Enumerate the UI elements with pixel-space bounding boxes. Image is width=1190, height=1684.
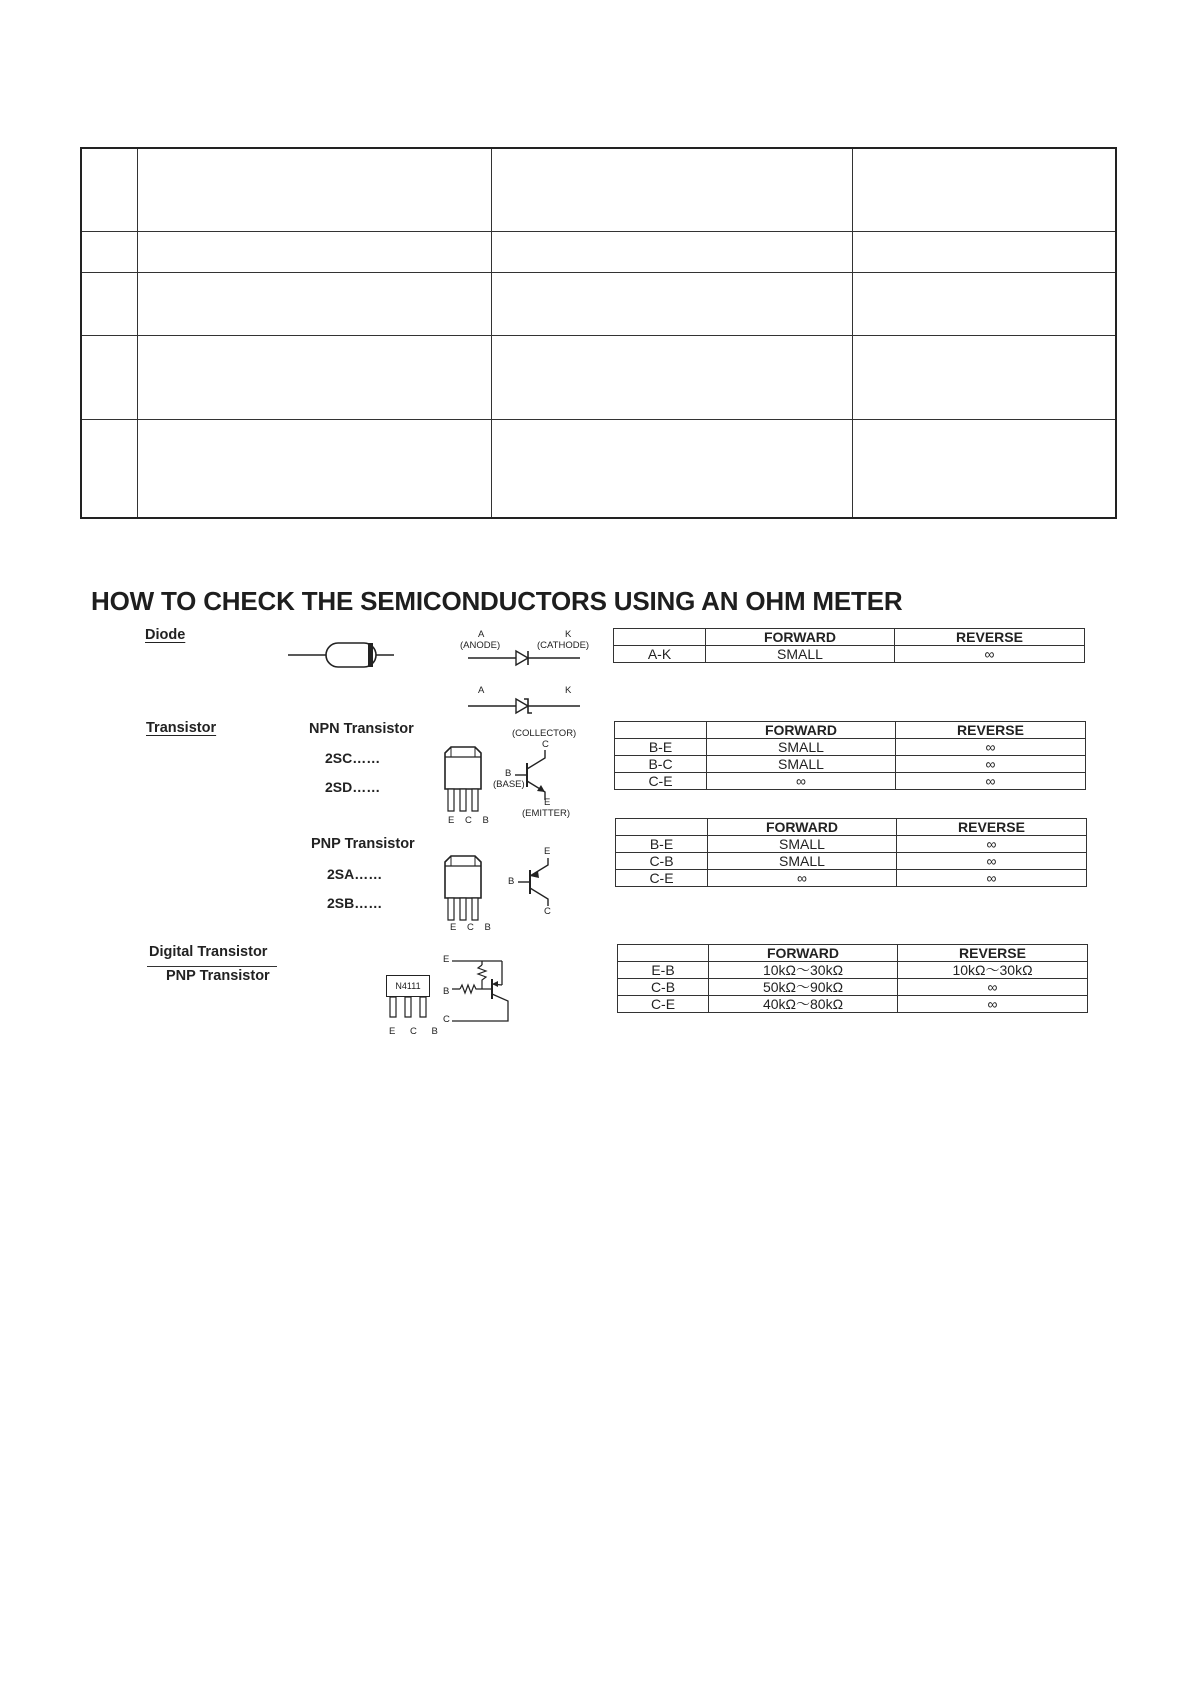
table-row	[615, 739, 1086, 756]
table-header-cell	[618, 945, 709, 962]
chip-marking: N4111	[395, 981, 421, 991]
table-cell: ∞	[895, 646, 1085, 663]
table-row	[616, 836, 1087, 853]
table-cell: B-C	[615, 756, 707, 773]
npn-b-letter: B	[505, 768, 512, 779]
table-header-cell	[614, 629, 706, 646]
table-header-row	[616, 819, 1087, 836]
table-header-cell	[615, 722, 707, 739]
table-header-cell: FORWARD	[707, 722, 896, 739]
zener-cathode-letter: K	[565, 685, 572, 696]
table-cell: C-E	[616, 870, 708, 887]
table-row	[618, 996, 1088, 1013]
table-cell: ∞	[708, 870, 897, 887]
table-header-row	[615, 722, 1086, 739]
pnp-part-2sa: 2SA……	[327, 866, 383, 882]
table-cell: SMALL	[708, 853, 897, 870]
base-label: (BASE)	[493, 779, 525, 790]
table-cell: ∞	[898, 979, 1088, 996]
table-cell: B-E	[616, 836, 708, 853]
table-divider	[82, 419, 1115, 420]
pnp-symbol-icon	[518, 858, 554, 906]
table-divider	[82, 231, 1115, 232]
digital-chip-package	[386, 975, 430, 997]
zener-diode-symbol-icon	[468, 696, 580, 716]
table-cell: ∞	[898, 996, 1088, 1013]
diode-label: Diode	[145, 627, 186, 643]
table-cell: ∞	[897, 853, 1087, 870]
npn-part-2sc: 2SC……	[325, 750, 381, 766]
pnp-c-letter: C	[544, 906, 551, 917]
table-header-cell: REVERSE	[897, 819, 1087, 836]
npn-pin-labels: E C B	[448, 815, 493, 826]
table-row	[616, 870, 1087, 887]
table-header-cell: REVERSE	[898, 945, 1088, 962]
table-header-cell: REVERSE	[896, 722, 1086, 739]
npn-part-2sd: 2SD……	[325, 779, 381, 795]
table-divider	[852, 149, 853, 517]
table-divider	[82, 335, 1115, 336]
table-divider	[491, 149, 492, 517]
diode-package-icon	[288, 640, 394, 670]
digital-transistor-symbol-icon	[452, 955, 514, 1025]
table-row	[615, 756, 1086, 773]
pnp-package-icon	[441, 856, 485, 922]
table-cell: ∞	[896, 773, 1086, 790]
table-header-cell: FORWARD	[706, 629, 895, 646]
table-header-row	[618, 945, 1088, 962]
table-row	[616, 853, 1087, 870]
table-cell: C-B	[618, 979, 709, 996]
collector-label: (COLLECTOR)	[512, 728, 577, 739]
pnp-pin-labels: E C B	[450, 922, 495, 933]
cathode-label: (CATHODE)	[537, 640, 590, 651]
table-cell: 10kΩ～30kΩ	[898, 962, 1088, 979]
table-cell: ∞	[896, 756, 1086, 773]
table-row	[615, 773, 1086, 790]
table-cell: 10kΩ～30kΩ	[709, 962, 898, 979]
table-header-cell: REVERSE	[895, 629, 1085, 646]
digital-pin-labels: E C B	[389, 1026, 444, 1037]
digital-chip-pins-icon	[386, 997, 430, 1021]
digital-b-letter: B	[443, 986, 450, 997]
table-cell: SMALL	[707, 739, 896, 756]
table-divider	[137, 149, 138, 517]
table-header-cell: FORWARD	[708, 819, 897, 836]
table-header-row	[614, 629, 1085, 646]
digital-ohm-table	[617, 944, 1088, 1013]
table-cell: C-E	[618, 996, 709, 1013]
npn-package-icon	[441, 747, 485, 815]
digital-transistor-label: Digital Transistor	[149, 944, 268, 960]
table-cell: ∞	[897, 836, 1087, 853]
diode-symbol-icon	[468, 648, 580, 668]
table-row	[618, 962, 1088, 979]
table-header-cell: FORWARD	[709, 945, 898, 962]
emitter-label: (EMITTER)	[522, 808, 571, 819]
table-divider	[82, 272, 1115, 273]
cathode-letter: K	[565, 629, 572, 640]
table-cell: SMALL	[708, 836, 897, 853]
table-cell: ∞	[897, 870, 1087, 887]
pnp-title: PNP Transistor	[311, 836, 415, 852]
table-row	[618, 979, 1088, 996]
digital-e-letter: E	[443, 954, 450, 965]
npn-symbol-icon	[515, 750, 551, 800]
table-cell: E-B	[618, 962, 709, 979]
table-cell: 50kΩ～90kΩ	[709, 979, 898, 996]
table-cell: SMALL	[706, 646, 895, 663]
table-cell: C-B	[616, 853, 708, 870]
label-underline	[147, 966, 277, 967]
pnp-part-2sb: 2SB……	[327, 895, 383, 911]
anode-label: (ANODE)	[460, 640, 501, 651]
table-cell: SMALL	[707, 756, 896, 773]
transistor-label: Transistor	[146, 720, 217, 736]
pnp-b-letter: B	[508, 876, 515, 887]
table-row	[614, 646, 1085, 663]
table-cell: 40kΩ～80kΩ	[709, 996, 898, 1013]
top-empty-table	[80, 147, 1117, 519]
table-cell: A-K	[614, 646, 706, 663]
npn-title: NPN Transistor	[309, 721, 414, 737]
pnp-e-letter: E	[544, 846, 551, 857]
npn-c-letter: C	[542, 739, 549, 750]
digital-pnp-label: PNP Transistor	[166, 968, 270, 984]
table-cell: ∞	[896, 739, 1086, 756]
pnp-ohm-table	[615, 818, 1087, 887]
table-cell: B-E	[615, 739, 707, 756]
zener-anode-letter: A	[478, 685, 485, 696]
table-cell: ∞	[707, 773, 896, 790]
npn-e-letter: E	[544, 797, 551, 808]
page-title: HOW TO CHECK THE SEMICONDUCTORS USING AN OHM METER	[91, 586, 903, 616]
diode-ohm-table	[613, 628, 1085, 663]
digital-c-letter: C	[443, 1014, 450, 1025]
npn-ohm-table	[614, 721, 1086, 790]
anode-letter: A	[478, 629, 485, 640]
table-cell: C-E	[615, 773, 707, 790]
table-header-cell	[616, 819, 708, 836]
